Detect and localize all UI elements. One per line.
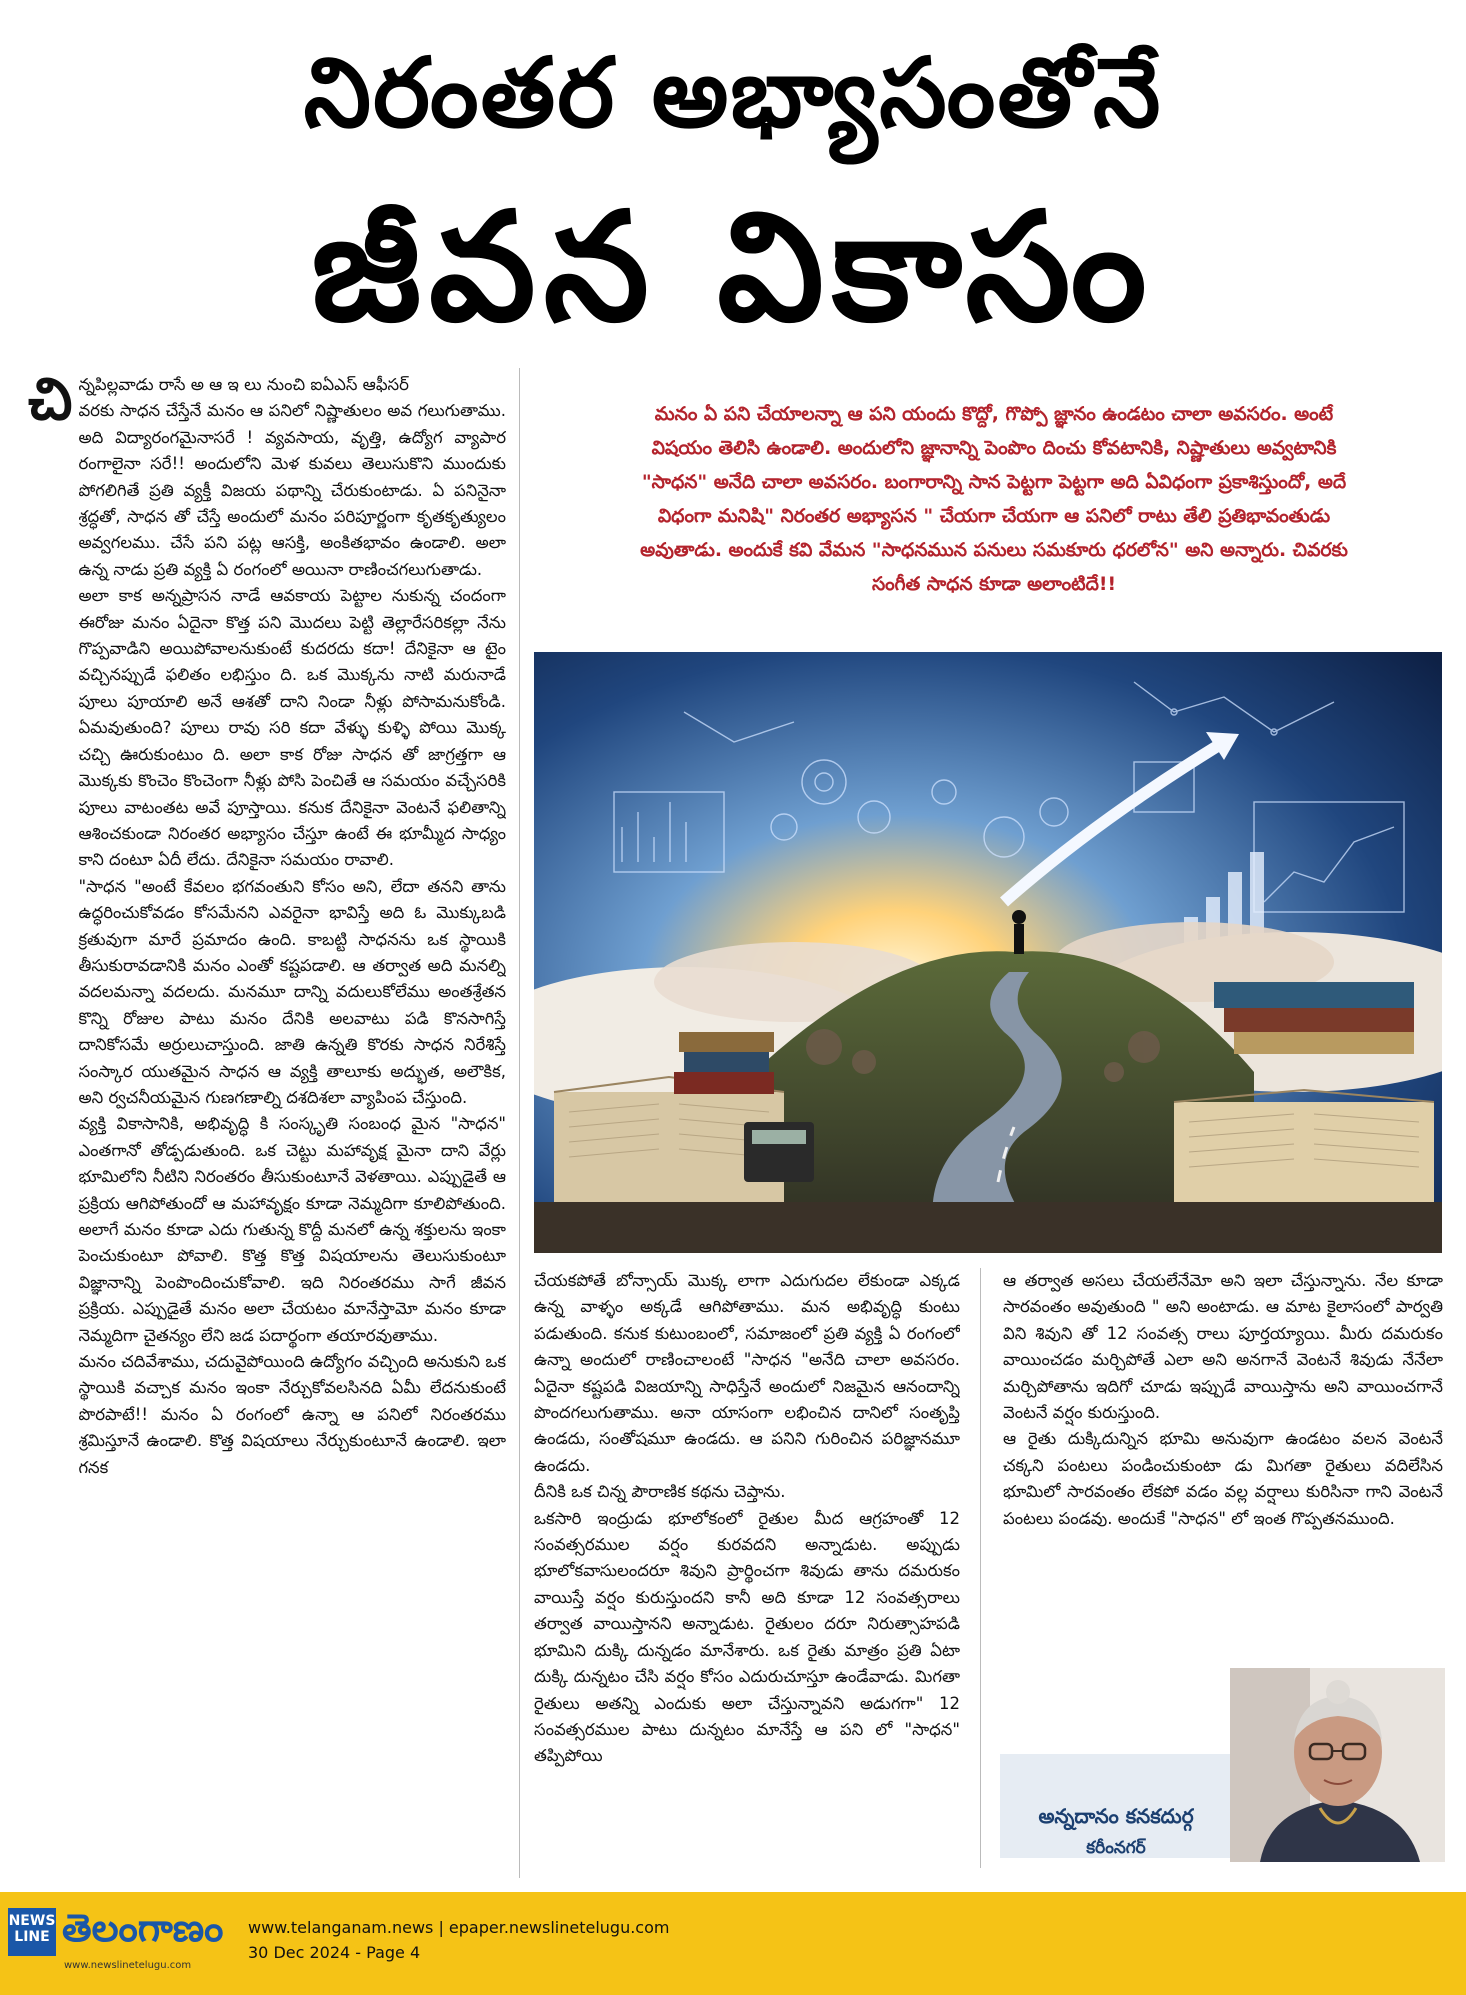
article-column-2 bbox=[534, 1268, 960, 1868]
author-name: అన్నదానం కనకదుర్గ bbox=[1038, 1804, 1194, 1828]
headline-line1: నిరంతర అభ్యాసంతోనే bbox=[303, 37, 1163, 149]
author-box bbox=[1000, 1668, 1445, 1862]
logo-url: www.newslinetelugu.com bbox=[64, 1960, 192, 1971]
pull-quote: మనం ఏ పని చేయాలన్నా ఆ పని యందు కొద్దో, గొప్పో జ్ఞానం ఉండటం చాలా అవసరం. అంటే విషయం తెలిసి ఉండాలి. అందులోని జ్ఞానాన్ని పెంపొం దించు కోవటానికి, నిష్ణాతులు అవ్వటానికి "సాధన" అనేది చాలా అవసరం. బంగారాన్ని సాన పెట్టగా పెట్టగా అది ఏవిధంగా ప్రకాశిస్తుందో, అదే విధంగా మనిషి" నిరంతర అభ్యాసన " చేయగా చేయగా ఆ పనిలో రాటు తేలి ప్రతిభావంతుడు అవుతాడు. అందుకే కవి వేమన "సాధనమున పనులు సమకూరు ధరలోన" అని అన్నారు. చివరకు సంగీత సాధన కూడా అలాంటిదే!! bbox=[640, 404, 1348, 595]
article-column-1 bbox=[28, 365, 506, 1872]
dropcap: చి bbox=[28, 365, 73, 433]
article-text-col1: న్నపిల్లవాడు రాసే అ ఆ ఇ లు నుంచి ఐఏఎస్ ఆఫీసర్ వరకు సాధన చేస్తేనే మనం ఆ పనిలో నిష్ణాతులం అవ గలుగుతాము. అది విద్యారంగమైనాసరే ! వ్యవసాయ, వృత్తి, ఉద్యోగ వ్యాపార రంగాలైనా సరే!! అందులోని మెళ కువలు తెలుసుకొని ముందుకు పోగలిగితే ప్రతి వ్యక్తీ విజయ పథాన్ని చేరుకుంటాడు. ఏ పనినైనా శ్రద్ధతో, సాధన తో చేస్తే అందులో మనం పరిపూర్ణంగా కృతకృత్యులం అవ్వగలము. చేసే పని పట్ల ఆసక్తి, అంకితభావం ఉండాలి. అలా ఉన్న నాడు ప్రతి వ్యక్తి ఏ రంగంలో అయినా రాణించగలుగుతాడు. అలా కాక అన్నప్రాసన నాడే ఆవకాయ పెట్టాల నుకున్న చందంగా ఈరోజు మనం ఏదైనా కొత్త పని మొదలు పెట్టి తెల్లారేసరికల్లా నేను గొప్పవాడిని అయిపోవాలనుకుంటే కుదరదు కదా! దేనికైనా ఆ టైం వచ్చినప్పుడే ఫలితం లభిస్తుం ది. ఒక మొక్కను నాటి మరునాడే పూలు పూయాలి అనే ఆశతో దాని నిండా నీళ్లు పోసామనుకోండి. ఏమవుతుంది? పూలు రావు సరి కదా వేళ్ళు కుళ్ళి పోయి మొక్క చచ్చి ఊరుకుంటుం ది. అలా కాక రోజు సాధన తో జాగ్రత్తగా ఆ మొక్కకు కొంచెం కొంచెంగా నీళ్లు పోసి పెంచితే ఆ సమయం వచ్చేసరికి పూలు వాటంతట అవే పూస్తాయి. కనుక దేనికైనా వెంటనే ఫలితాన్ని ఆశించకుండా నిరంతర అభ్యాసం చేస్తూ ఉంటే ఈ భూమ్మీద సాధ్యం కాని దంటూ ఏదీ లేదు. దేనికైనా సమయం రావాలి. "సాధన "అంటే కేవలం భగవంతుని కోసం అని, లేదా తనని తాను ఉద్ధరించుకోవడం కోసమేనని ఎవరైనా భావిస్తే అది ఓ మొక్కుబడి క్రతువుగా మారే ప్రమాదం ఉంది. కాబట్టి సాధనను ఒక స్థాయికి తీసుకురావడానికి మనం ఎంతో కష్టపడాలి. ఆ తర్వాత అది మనల్ని వదలమన్నా వదలదు. మనమూ దాన్ని వదులుకోలేము అంతశ్రేతన కొన్ని రోజుల పాటు మనం దేనికి అలవాటు పడి కొనసాగిస్తే దానికోసమే అర్రులుచాస్తుంది. జాతి ఉన్నతి కొరకు సాధన నిరేశిస్తే సంస్కార యుతమైన సాధన ఆ వ్యక్తి తాలూకు అద్భుత, అలౌకిక, అని ర్వచనీయమైన గుణగణాల్ని దశదిశలా వ్యాపింప చేస్తుంది. వ్యక్తి వికాసానికి, అభివృద్ధి కి సంస్కృతి సంబంధ మైన "సాధన" ఎంతగానో తోడ్పడుతుంది. ఒక చెట్టు మహావృక్ష మైనా దాని వేర్లు భూమిలోని నీటిని నిరంతరం తీసుకుంటూనే వెళతాయి. ఎప్పుడైతే ఆ ప్రక్రియ ఆగిపోతుందో ఆ మహావృక్షం కూడా నెమ్మదిగా కూలిపోతుంది. అలాగే మనం కూడా ఎదు గుతున్న కొద్దీ మనలో ఉన్న శక్తులను ఇంకా పెంచుకుంటూ పోవాలి. కొత్త కొత్త విషయాలను తెలుసుకుంటూ విజ్ఞానాన్ని పెంపొందించుకోవాలి. ఇది నిరంతరము సాగే జీవన ప్రక్రియ. ఎప్పుడైతే మనం అలా చేయటం మానేస్తామో మనం కూడా నెమ్మదిగా చైతన్యం లేని జడ పదార్థంగా తయారవుతాము. మనం చదివేశాము, చదువైపోయింది ఉద్యోగం వచ్చింది అనుకుని ఒక స్థాయికి వచ్చాక మనం ఇంకా నేర్చుకోవలసినది ఏమీ లేదనుకుంటే పొరపాటే!! మనం ఏ రంగంలో ఉన్నా ఆ పనిలో నిరంతరము శ్రమిస్తూనే ఉండాలి. కొత్త విషయాలు నేర్చుకుంటూనే ఉండాలి. ఇలా గనక bbox=[78, 375, 506, 1477]
article-text-col2: చేయకపోతే బోన్సాయ్ మొక్క లాగా ఎదుగుదల లేకుండా ఎక్కడ ఉన్న వాళ్ళం అక్కడే ఆగిపోతాము. మన అభివృద్ధి కుంటు పడుతుంది. కనుక కుటుంబంలో, సమాజంలో ప్రతి వ్యక్తి ఏ రంగంలో ఉన్నా అందులో రాణించాలంటే "సాధన "అనేది చాలా అవసరం. ఏదైనా కష్టపడి విజయాన్ని సాధిస్తేనే అందులో నిజమైన ఆనందాన్ని పొందగలుగుతాము. అనా యాసంగా లభించిన దానిలో సంతృప్తి ఉండదు, సంతోషమూ ఉండదు. ఆ పనిని గురించిన పరిజ్ఞానమూ ఉండదు. దీనికి ఒక చిన్న పౌరాణిక కథను చెప్తాను. ఒకసారి ఇంద్రుడు భూలోకంలో రైతుల మీద ఆగ్రహంతో 12 సంవత్సరముల వర్షం కురవదని అన్నాడుట. అప్పుడు భూలోకవాసులందరూ శివుని ప్రార్థించగా శివుడు తాను దమరుకం వాయిస్తే వర్షం కురుస్తుందని కానీ అది కూడా 12 సంవత్సరాలు తర్వాత వాయిస్తానని అన్నాడుట. రైతులం దరూ నిరుత్సాహపడి భూమిని దుక్కి దున్నడం మానేశారు. ఒక రైతు మాత్రం ప్రతి ఏటా దుక్కి దున్నటం చేసి వర్షం కోసం ఎదురుచూస్తూ ఉండేవాడు. మిగతా రైతులు అతన్ని ఎందుకు అలా చేస్తున్నావని అడుగగా" 12 సంవత్సరముల పాటు దున్నటం మానేస్తే ఆ పని లో "సాధన" తప్పిపోయి bbox=[534, 1271, 960, 1766]
article-text-col3: ఆ తర్వాత అసలు చేయలేనేమో అని ఇలా చేస్తున్నాను. నేల కూడా సారవంతం అవుతుంది " అని అంటాడు. ఆ మాట కైలాసంలో పార్వతి విని శివుని తో 12 సంవత్స రాలు పూర్తయ్యాయి. మీరు దమరుకం వాయించడం మర్చిపోతే ఎలా అని అనగానే వెంటనే శివుడు నేనేలా మర్చిపోతాను ఇదిగో చూడు ఇప్పుడే వాయిస్తాను అని వాయించగానే వెంటనే వర్షం కురుస్తుంది. ఆ రైతు దుక్కిదున్నిన భూమి అనువుగా ఉండటం వలన వెంటనే చక్కని పంటలు పండించుకుంటా డు మిగతా రైతులు వదిలేసిన భూమిలో సారవంతం లేకపో వడం వల్ల వర్షాలు కురిసినా గాని వెంటనే పంటలు పండవు. అందుకే "సాధన" లో ఇంత గొప్పతనముంది. bbox=[1003, 1271, 1443, 1528]
footer-sites: www.telanganam.news | epaper.newslinetelugu.com bbox=[248, 1918, 670, 1937]
article-column-3 bbox=[1003, 1268, 1443, 1648]
sunrise-road-illustration bbox=[534, 652, 1442, 1253]
newsline-logo: NEWS LINE bbox=[8, 1908, 56, 1956]
telanganam-logo: తెలంగాణం bbox=[62, 1906, 224, 1950]
author-place: కరీంనగర్ bbox=[1086, 1838, 1146, 1858]
author-portrait bbox=[1230, 1668, 1445, 1862]
column-divider bbox=[519, 368, 520, 1878]
footer-date-page: 30 Dec 2024 - Page 4 bbox=[248, 1943, 421, 1962]
footer bbox=[0, 1892, 1466, 1995]
column-divider-2 bbox=[980, 1268, 981, 1868]
headline-line2: జీవన వికాసం bbox=[311, 181, 1155, 355]
